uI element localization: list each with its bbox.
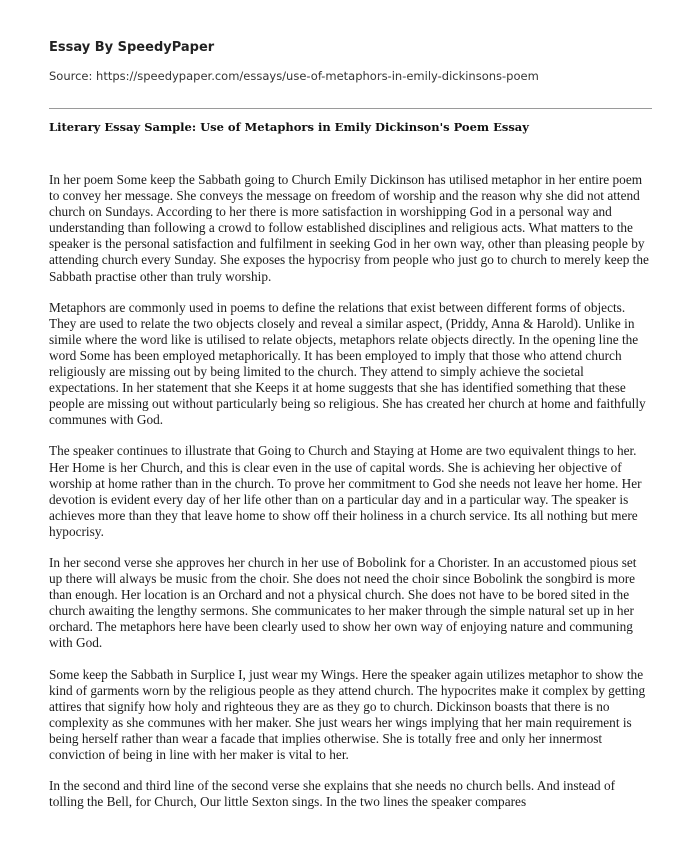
document-header [49,40,649,83]
paragraph-4: In her second verse she approves her church in her use of Bobolink for a Chorister. In an accustomed pious set up there will always be music from the choir. She does not need the choir since Bobolink the songbird is more than enough. Her location is an Orchard and not a physical church. She does not have to be bored sited in the church awaiting the lengthy sermons. She communicates to her maker through the simple natural set up in her orchard. The metaphors here have been clearly used to show her own way of enjoying nature and communing with God. [49,554,637,651]
essay-title: Literary Essay Sample: Use of Metaphors in Emily Dickinson's Poem Essay [49,120,529,134]
essay-body [49,172,652,825]
paragraph-6: In the second and third line of the second verse she explains that she needs no church bells. And instead of tolling the Bell, for Church, Our little Sexton sings. In the two lines the speaker compares [49,778,616,810]
paragraph-5: Some keep the Sabbath in Surplice I, just wear my Wings. Here the speaker again utilizes metaphor to show the kind of garments worn by the religious people as they attend church. The hypocrites make it complex by getting attires that signify how holy and righteous they are as they go to church. Dickinson boasts that there is no complexity as she communes with her maker. She just wears her wings implying that her main requirement is being herself rather than wear a facade that implies otherwise. She is totally free and only her innermost conviction of being in line with her maker is vital to her. [49,666,646,762]
source-line: Source: https://speedypaper.com/essays/use-of-metaphors-in-emily-dickinsons-poem [49,69,539,83]
paragraph-3: The speaker continues to illustrate that Going to Church and Staying at Home are two equivalent things to her. Her Home is her Church, and this is clear even in the use of capital words. She is achieving her objective of worship at home rather than in the church. To prove her commitment to God she needs not leave her home. Her devotion is evident every day of her life other than on a particular day and in a particular way. The speaker is achieves more than they that leave home to show off their holiness in a church service. Its all nothing but mere hypocrisy. [49,443,642,539]
paragraph-2: Metaphors are commonly used in poems to define the relations that exist between different forms of objects. They are used to relate the two objects closely and reveal a similar aspect, (Priddy, Anna & Harold). Unlike in simile where the word like is utilised to relate objects, metaphors relate objects directly. In the opening line the word Some has been employed metaphorically. It has been employed to imply that those who attend church religiously are missing out by being limited to the church. They attend to simply achieve the societal expectations. In her statement that she Keeps it at home suggests that she has identified something that these people are missing out without particularly being so religious. She has created her church at home and faithfully communes with God. [49,299,646,428]
brand-heading: Essay By SpeedyPaper [49,40,215,55]
header-divider [49,108,652,109]
paragraph-1: In her poem Some keep the Sabbath going to Church Emily Dickinson has utilised metaphor in her entire poem to convey her message. She conveys the message on freedom of worship and the reason why she did not attend church on Sundays. According to her there is more satisfaction in worshipping God in a personal way and understanding than following a crowd to follow established disciplines and religious acts. What matters to the speaker is the personal satisfaction and fulfilment in seeking God in her own way, other than pleasing people by attending church every Sunday. She exposes the hypocrisy from people who just go to church to merely keep the Sabbath practise other than truly worship. [49,172,649,284]
